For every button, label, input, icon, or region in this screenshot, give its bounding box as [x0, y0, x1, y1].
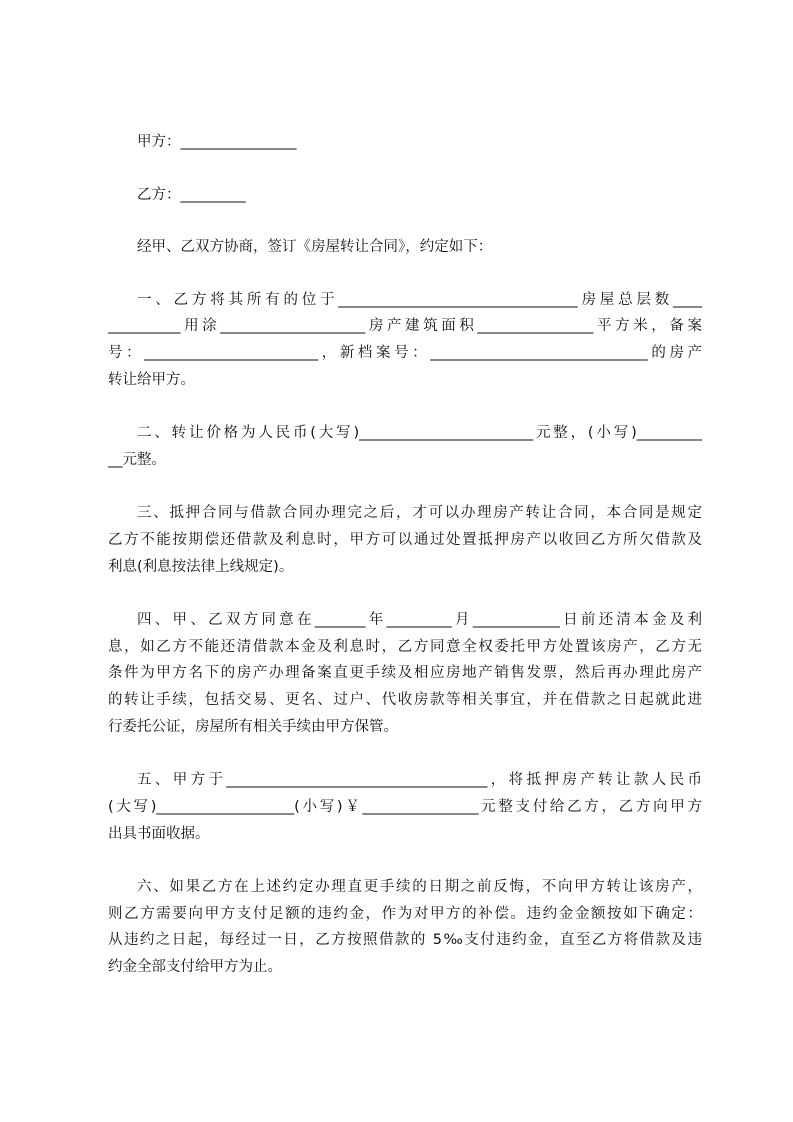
clause-line: 的转让手续，包括交易、更名、过户、代收房款等相关事宜，并在借款之日起就此进 — [108, 692, 702, 708]
clause-line: __________用涂____________________房产建筑面积________________平方米，备案 — [108, 318, 702, 334]
clause-line: 息，如乙方不能还清借款本金及利息时，乙方同意全权委托甲方处置该房产，乙方无 — [108, 639, 702, 655]
clause-line: 三、抵押合同与借款合同办理完之后，才可以办理房产转让合同，本合同是规定 — [137, 505, 702, 521]
clause-line: 号：________________________，新档案号：______________________________的房产 — [108, 345, 702, 361]
clause-line: 五、甲方于____________________________________，将抵押房产转让款人民币 — [137, 772, 702, 788]
party-a-line: 甲方：________________ — [137, 134, 297, 150]
clause-line: 一、乙方将其所有的位于_________________________________房屋总层数____ — [137, 292, 702, 308]
clause-line: 从违约之日起，每经过一日，乙方按照借款的 5‰支付违约金，直至乙方将借款及违 — [108, 932, 702, 948]
party-b-line: 乙方：_________ — [137, 187, 246, 203]
intro-line: 经甲、乙双方协商，签订《房屋转让合同》，约定如下： — [137, 239, 493, 255]
clause-line: 则乙方需要向甲方支付足额的违约金，作为对甲方的补偿。违约金金额按如下确定： — [108, 906, 702, 922]
clause-line: 约金全部支付给甲方为止。 — [108, 959, 282, 975]
clause-line: 四、甲、乙双方同意在_______年_________月____________日前还清本金及利 — [137, 612, 702, 628]
clause-line: 行委托公证，房屋所有相关手续由甲方保管。 — [108, 719, 398, 735]
clause-line: 二、转让价格为人民币(大写)________________________元整，(小写)_________ — [137, 425, 702, 441]
clause-line: __元整。 — [108, 452, 166, 468]
clause-line: 六、如果乙方在上述约定办理直更手续的日期之前反悔，不向甲方转让该房产， — [137, 879, 702, 895]
clause-line: (大写)___________________(小写)￥________________元整支付给乙方，乙方向甲方 — [108, 799, 702, 815]
clause-line: 转让给甲方。 — [108, 372, 195, 388]
clause-line: 出具书面收据。 — [108, 826, 210, 842]
clause-line: 乙方不能按期偿还借款及利息时，甲方可以通过处置抵押房产以收回乙方所欠借款及 — [108, 532, 702, 548]
clause-line: 利息(利息按法律上线规定)。 — [108, 559, 294, 575]
clause-line: 条件为甲方名下的房产办理备案直更手续及相应房地产销售发票，然后再办理此房产 — [108, 665, 702, 681]
